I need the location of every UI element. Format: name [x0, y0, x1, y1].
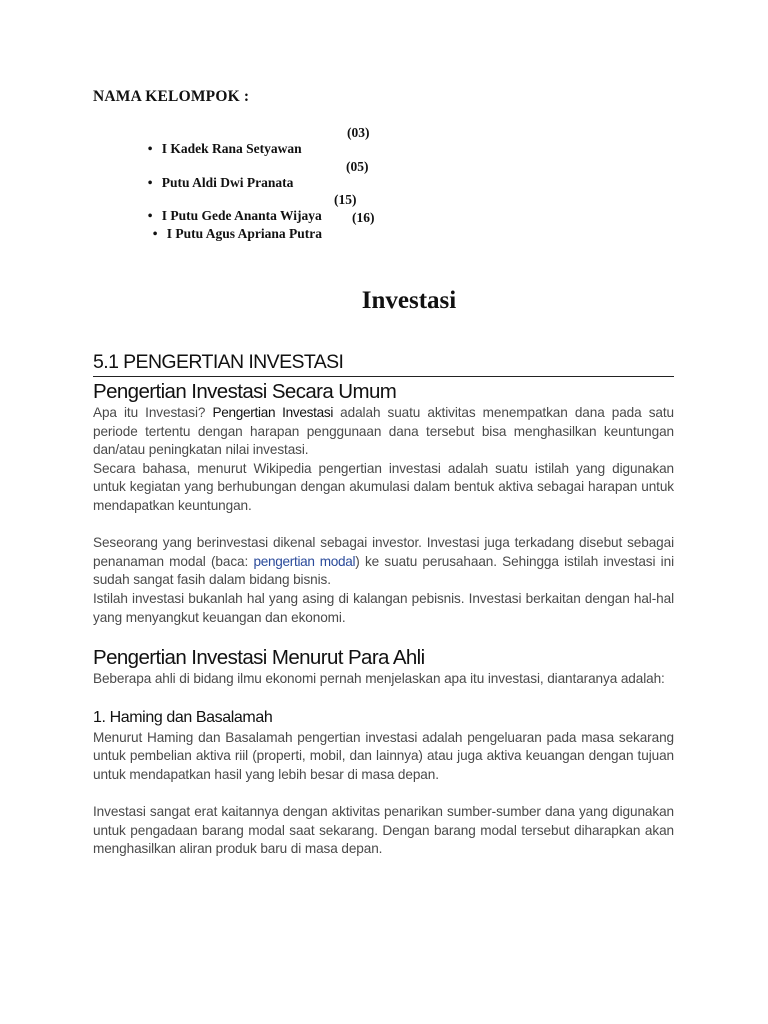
emphasized-term: Pengertian Investasi [212, 405, 334, 420]
general-definition-heading: Pengertian Investasi Secara Umum [93, 380, 397, 403]
bullet-icon: • [147, 141, 153, 156]
member-number: (15) [334, 192, 357, 207]
bullet-icon: • [147, 175, 153, 190]
article-content [93, 350, 674, 859]
section-heading: 5.1 PENGERTIAN INVESTASI [93, 350, 674, 377]
member-item [146, 210, 375, 242]
bullet-icon: • [152, 226, 158, 241]
member-name: I Putu Agus Apriana Putra [166, 226, 323, 241]
pengertian-modal-link[interactable]: pengertian modal [253, 553, 356, 569]
expert-heading: 1. Haming dan Basalamah [93, 708, 273, 726]
member-item [141, 125, 370, 157]
member-item [141, 159, 369, 191]
member-number: (03) [347, 125, 370, 140]
member-name: I Kadek Rana Setyawan [161, 141, 302, 156]
member-number: (05) [346, 159, 369, 174]
member-name: Putu Aldi Dwi Pranata [161, 175, 294, 190]
paragraph: Istilah investasi bukanlah hal yang asing di kalangan pebisnis. Investasi berkaitan dengan hal-hal yang menyangkut keuangan dan ekonomi. [93, 590, 674, 625]
group-heading: NAMA KELOMPOK : [93, 88, 250, 105]
member-name: I Putu Gede Ananta Wijaya [161, 208, 322, 223]
text-run: Seseorang yang berinvestasi dikenal sebagai investor. Investasi juga terkadang disebut sebagai penanaman modal (baca: [93, 535, 674, 569]
document-title: Investasi [361, 287, 457, 314]
paragraph: Menurut Haming dan Basalamah pengertian investasi adalah pengeluaran pada masa sekarang untuk pembelian aktiva riil (properti, mobil, dan lainnya) atau juga aktiva keuangan dengan tujuan untuk mendapatkan hasil yang lebih besar di masa depan. [93, 729, 674, 782]
paragraph [93, 534, 674, 590]
text-run: ) ke suatu perusahaan. Sehingga istilah investasi ini sudah sangat fasih dalam bidang bisnis. [93, 553, 674, 588]
text-run: Apa itu Investasi? [93, 405, 213, 420]
paragraph: Beberapa ahli di bidang ilmu ekonomi pernah menjelaskan apa itu investasi, diantaranya adalah: [93, 671, 665, 687]
experts-heading: Pengertian Investasi Menurut Para Ahli [93, 646, 425, 670]
paragraph: Secara bahasa, menurut Wikipedia pengertian investasi adalah suatu istilah yang digunakan untuk kegiatan yang berhubungan dengan akumulasi dalam bentuk aktiva sebagai harapan untuk mendapatkan keuntungan. [93, 460, 674, 513]
paragraph: Investasi sangat erat kaitannya dengan aktivitas penarikan sumber-sumber dana yang digunakan untuk pengadaan barang modal saat sekarang. Dengan barang modal tersebut diharapkan akan menghasilkan aliran produk baru di masa depan. [93, 804, 674, 857]
text-run: adalah suatu aktivitas menempatkan dana pada satu periode tertentu dengan harapan penggunaan dana tersebut bisa menghasilkan keuntungan dan/atau peningkatan nilai investasi. [93, 405, 674, 458]
paragraph [93, 404, 674, 460]
member-number: (16) [352, 210, 375, 225]
bullet-icon: • [147, 208, 153, 223]
